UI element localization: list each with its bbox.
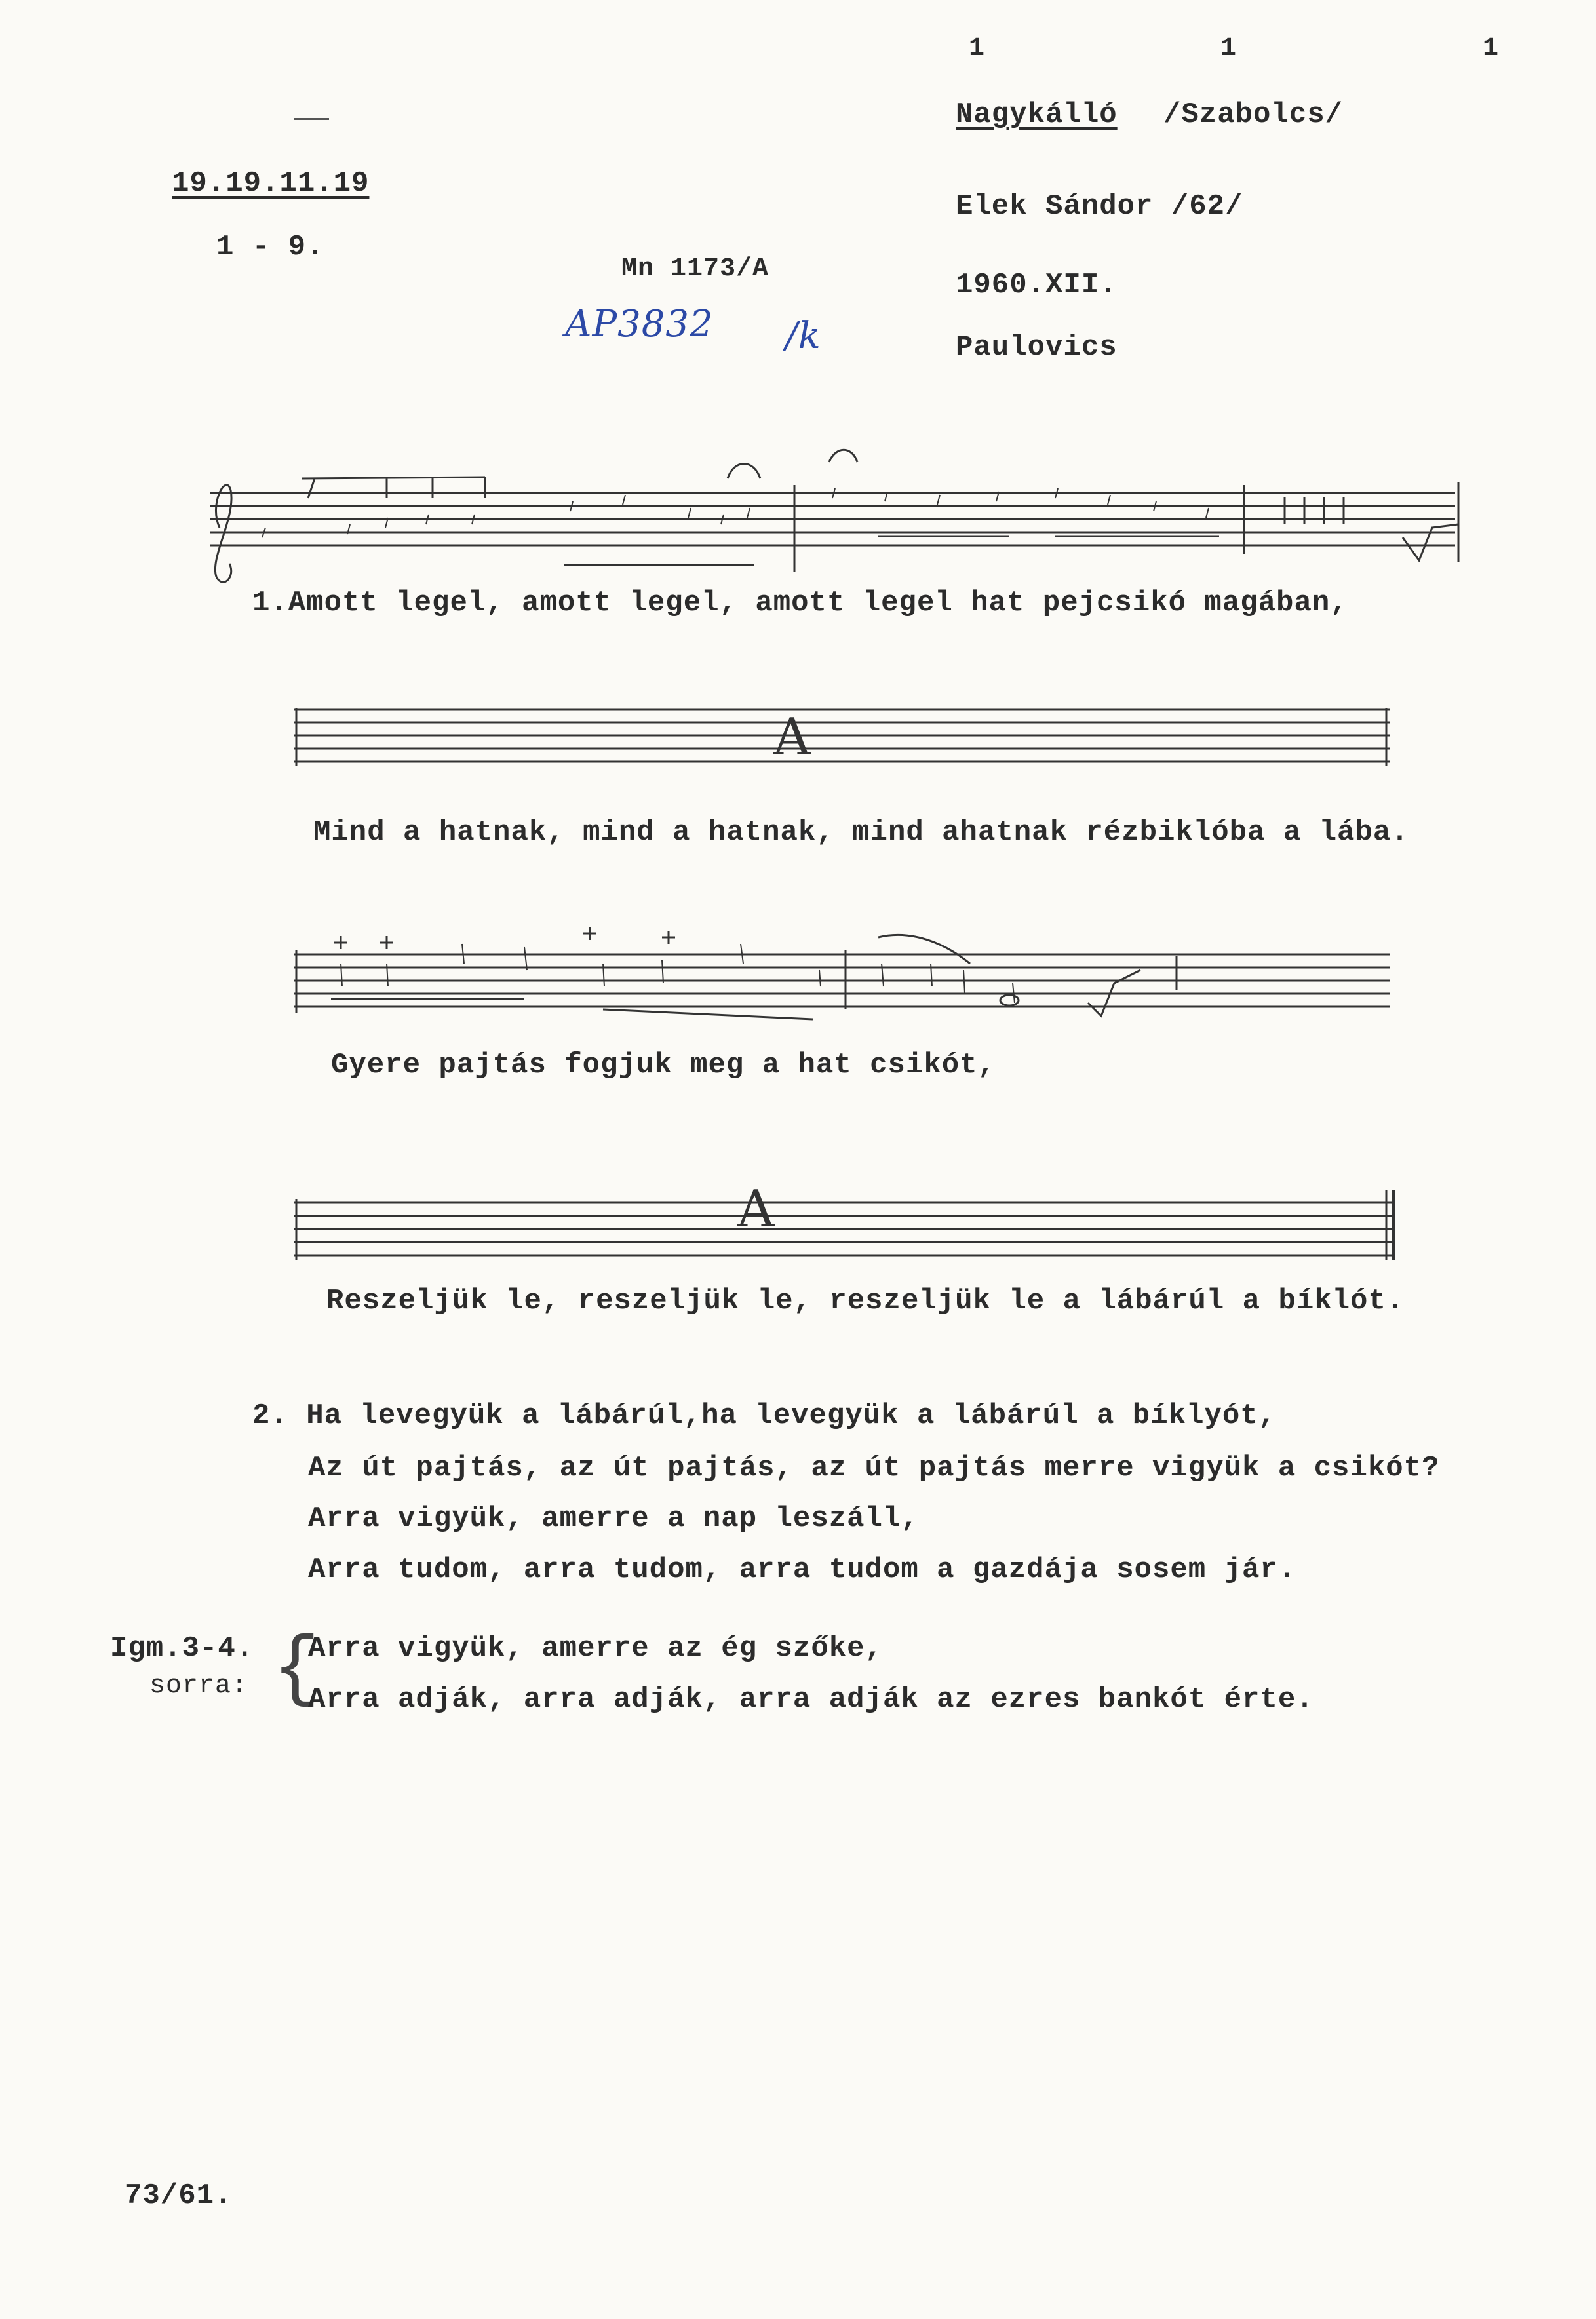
lyric-line-1: 1.Amott legel, amott legel, amott legel hat pejcsikó magában, [252, 587, 1348, 619]
page-number-3: 1 [1483, 34, 1500, 64]
variant-label-sorra: sorra: [149, 1671, 248, 1701]
staff-1 [210, 450, 1458, 582]
repeat-mark-a-2: A [737, 1180, 775, 1239]
verse-2-line-2: Az út pajtás, az út pajtás, az út pajtás merre vigyük a csikót? [308, 1452, 1440, 1485]
variant-line-2: Arra adják, arra adják, arra adják az ezres bankót érte. [308, 1683, 1314, 1716]
variant-line-1: Arra vigyük, amerre az ég szőke, [308, 1632, 883, 1665]
mn-code: Mn 1173/A [621, 254, 769, 284]
staff-2 [294, 708, 1390, 766]
footer-page-ref: 73/61. [125, 2179, 233, 2212]
lyric-line-2: Mind a hatnak, mind a hatnak, mind ahatnak rézbiklóba a lába. [313, 816, 1409, 849]
page-number-2: 1 [1220, 34, 1237, 64]
variant-brace: { [273, 1626, 321, 1715]
handwritten-code: AP3832 [565, 303, 714, 345]
staff-3 [294, 927, 1390, 1019]
page-number-1: 1 [969, 34, 986, 64]
staff-4 [294, 1190, 1395, 1260]
verse-2-line-4: Arra tudom, arra tudom, arra tudom a gazdája sosem jár. [308, 1553, 1296, 1586]
recording-date: 1960.XII. [956, 269, 1118, 302]
verse-2-line-1: 2. Ha levegyük a lábárúl,ha levegyük a lábárúl a bíklyót, [252, 1399, 1277, 1432]
lyric-line-3: Gyere pajtás fogjuk meg a hat csikót, [331, 1049, 996, 1082]
performer-name: Elek Sándor /62/ [956, 190, 1243, 223]
verse-2-line-3: Arra vigyük, amerre a nap leszáll, [308, 1502, 919, 1535]
archive-code: 19.19.11.19 [172, 167, 370, 200]
place-name: Nagykálló [956, 98, 1118, 131]
variant-label: Igm.3-4. [110, 1632, 254, 1665]
repeat-mark-a-1: A [773, 708, 811, 767]
item-range: 1 - 9. [216, 231, 324, 263]
region-name: /Szabolcs/ [1163, 98, 1344, 131]
handwritten-code-suffix: /k [785, 315, 821, 357]
collector-name: Paulovics [956, 331, 1118, 364]
staff-1-notes [262, 488, 1209, 537]
lyric-line-4: Reszeljük le, reszeljük le, reszeljük le a lábárúl a bíklót. [326, 1285, 1405, 1317]
